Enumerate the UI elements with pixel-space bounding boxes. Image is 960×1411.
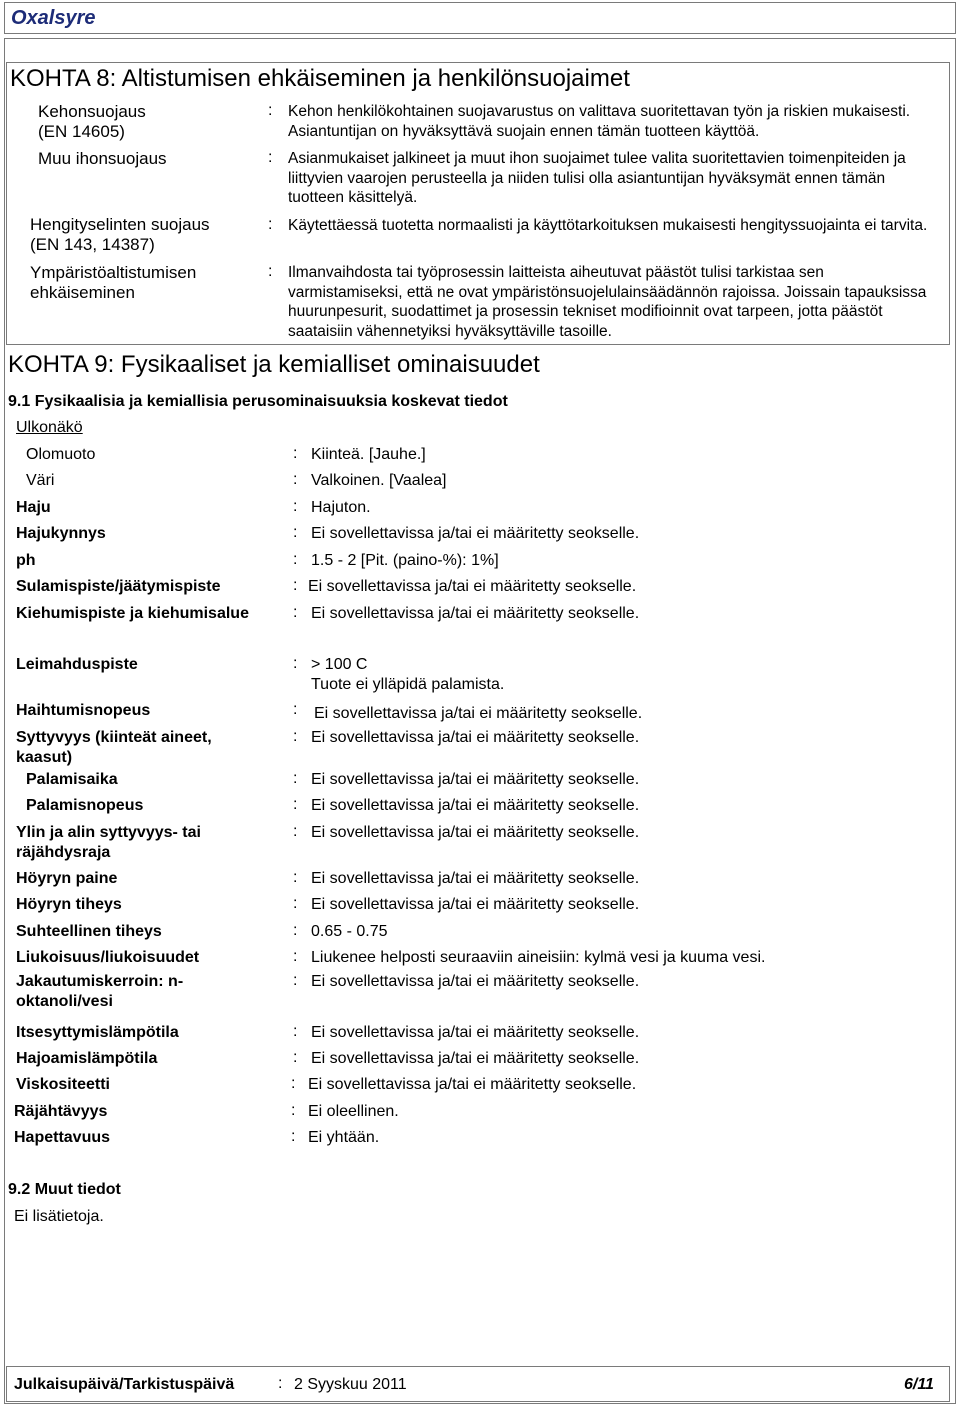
prop-label: Palamisaika: [26, 771, 118, 788]
prop-label: Höyryn tiheys: [16, 896, 122, 913]
prop-value: 0.65 - 0.75: [311, 923, 388, 940]
colon: :: [293, 524, 298, 541]
prop-value: Ei sovellettavissa ja/tai ei määritetty seokselle.: [311, 797, 640, 814]
prop-label: Olomuoto: [26, 446, 96, 463]
colon: :: [268, 263, 273, 280]
colon: :: [268, 102, 273, 119]
prop-value: Ei sovellettavissa ja/tai ei määritetty seokselle.: [311, 824, 640, 841]
label-respiratory-protection: Hengityselinten suojaus: [30, 215, 210, 234]
section-8-title: KOHTA 8: Altistumisen ehkäiseminen ja henkilönsuojaimet: [10, 65, 630, 92]
colon: :: [293, 823, 298, 840]
prop-value: Liukenee helposti seuraaviin aineisiin: kylmä vesi ja kuuma vesi.: [311, 949, 766, 966]
prop-label: Jakautumiskerroin: n-: [16, 973, 184, 990]
section-9-2-text: Ei lisätietoja.: [14, 1208, 104, 1225]
prop-value: Ei sovellettavissa ja/tai ei määritetty seokselle.: [311, 605, 640, 622]
prop-label-2: räjähdysraja: [16, 844, 111, 861]
header-bar: [4, 2, 956, 34]
prop-label: Haju: [16, 499, 51, 516]
colon: :: [268, 149, 273, 166]
text-skin-protection: Asianmukaiset jalkineet ja muut ihon suojaimet tulee valita suoritettavien toimenpiteiden ja liittyvien vaarojen perusteella ja niiden tulisi olla asiantuntijan hyväksymät ennen tämän tuotteen käsittelyä.: [288, 150, 906, 206]
prop-value-2: Tuote ei ylläpidä palamista.: [311, 676, 505, 693]
label-body-protection: Kehonsuojaus: [38, 102, 146, 121]
prop-label: Räjähtävyys: [14, 1103, 108, 1120]
prop-label: Väri: [26, 472, 55, 489]
prop-label: Hapettavuus: [14, 1129, 111, 1146]
prop-value: Ei sovellettavissa ja/tai ei määritetty seokselle.: [311, 870, 640, 887]
colon: :: [293, 701, 298, 718]
appearance-heading: Ulkonäkö: [16, 419, 83, 436]
section-9-2-title: 9.2 Muut tiedot: [8, 1181, 121, 1198]
footer-page-number: 6/11: [904, 1376, 934, 1393]
footer-date: 2 Syyskuu 2011: [294, 1376, 407, 1393]
colon: :: [293, 948, 298, 965]
section-9-1-subtitle: 9.1 Fysikaalisia ja kemiallisia perusominaisuuksia koskevat tiedot: [8, 393, 508, 410]
label-skin-protection: Muu ihonsuojaus: [38, 149, 167, 168]
colon: :: [291, 1075, 296, 1092]
colon: :: [293, 445, 298, 462]
colon: :: [293, 1049, 298, 1066]
prop-label: Suhteellinen tiheys: [16, 923, 162, 940]
prop-label-2: kaasut): [16, 749, 73, 766]
prop-label: Leimahduspiste: [16, 656, 138, 673]
prop-label: Liukoisuus/liukoisuudet: [16, 949, 200, 966]
prop-value: Ei sovellettavissa ja/tai ei määritetty seokselle.: [308, 578, 637, 595]
prop-value: Ei sovellettavissa ja/tai ei määritetty seokselle.: [314, 705, 643, 722]
prop-value: Ei oleellinen.: [308, 1103, 399, 1120]
colon: :: [293, 551, 298, 568]
prop-label: Hajoamislämpötila: [16, 1050, 158, 1067]
label-environmental-exposure-2: ehkäiseminen: [30, 283, 135, 302]
text-body-protection: Kehon henkilökohtainen suojavarustus on valittava suoritettavan työn ja riskien mukaisesti. Asiantuntijan on hyväksyttävä suojain ennen tämän tuotteen käyttöä.: [288, 103, 911, 140]
colon: :: [293, 577, 298, 594]
prop-label: Ylin ja alin syttyvyys- tai: [16, 824, 201, 841]
brand-name: Oxalsyre: [11, 7, 96, 29]
prop-value: 1.5 - 2 [Pit. (paino-%): 1%]: [311, 552, 499, 569]
colon: :: [293, 655, 298, 672]
colon: :: [293, 922, 298, 939]
prop-label: Itsesyttymislämpötila: [16, 1024, 179, 1041]
colon: :: [293, 770, 298, 787]
colon: :: [293, 796, 298, 813]
label-body-protection-std: (EN 14605): [38, 122, 125, 141]
prop-value: Hajuton.: [311, 499, 371, 516]
prop-value: Ei sovellettavissa ja/tai ei määritetty seokselle.: [311, 771, 640, 788]
prop-value: Ei sovellettavissa ja/tai ei määritetty seokselle.: [311, 896, 640, 913]
text-environmental-exposure: Ilmanvaihdosta tai työprosessin laitteista aiheutuvat päästöt tulisi tarkistaa sen varmistamiseksi, että ne ovat ympäristönsuojelulainsäädännön rajoissa. Joissain tapauksissa huurunpesurit, suodattimet ja prosessin tekniset modifioinnit ovat tarpeen, jotta päästöt saataisiin vähennetyiksi hyväksyttäville tasoille.: [288, 264, 927, 340]
prop-value: Ei yhtään.: [308, 1129, 380, 1146]
prop-label: Sulamispiste/jäätymispiste: [16, 578, 221, 595]
colon: :: [293, 869, 298, 886]
prop-value: Valkoinen. [Vaalea]: [311, 472, 447, 489]
colon: :: [293, 972, 298, 989]
label-respiratory-protection-std: (EN 143, 14387): [30, 235, 155, 254]
colon: :: [293, 728, 298, 745]
text-respiratory-protection: Käytettäessä tuotetta normaalisti ja käyttötarkoituksen mukaisesti hengityssuojainta ei tarvita.: [288, 217, 928, 234]
colon: :: [293, 604, 298, 621]
colon: :: [293, 471, 298, 488]
prop-label: ph: [16, 552, 36, 569]
colon: :: [293, 498, 298, 515]
colon: :: [291, 1102, 296, 1119]
prop-label: Hajukynnys: [16, 525, 106, 542]
prop-label: Kiehumispiste ja kiehumisalue: [16, 605, 249, 622]
prop-label: Viskositeetti: [16, 1076, 110, 1093]
colon: :: [293, 1023, 298, 1040]
prop-value: Ei sovellettavissa ja/tai ei määritetty seokselle.: [311, 1024, 640, 1041]
prop-label: Syttyvyys (kiinteät aineet,: [16, 729, 212, 746]
prop-label: Haihtumisnopeus: [16, 702, 151, 719]
prop-value: Ei sovellettavissa ja/tai ei määritetty seokselle.: [311, 729, 640, 746]
prop-value: Ei sovellettavissa ja/tai ei määritetty seokselle.: [311, 1050, 640, 1067]
prop-label-2: oktanoli/vesi: [16, 993, 113, 1010]
colon: :: [278, 1375, 283, 1392]
prop-value: Ei sovellettavissa ja/tai ei määritetty seokselle.: [311, 973, 640, 990]
footer-date-label: Julkaisupäivä/Tarkistuspäivä: [14, 1376, 235, 1393]
colon: :: [291, 1128, 296, 1145]
colon: :: [268, 216, 273, 233]
prop-value: > 100 C: [311, 656, 368, 673]
prop-value: Ei sovellettavissa ja/tai ei määritetty seokselle.: [308, 1076, 637, 1093]
label-environmental-exposure: Ympäristöaltistumisen: [30, 263, 197, 282]
prop-value: Kiinteä. [Jauhe.]: [311, 446, 426, 463]
colon: :: [293, 895, 298, 912]
prop-value: Ei sovellettavissa ja/tai ei määritetty seokselle.: [311, 525, 640, 542]
section-9-title: KOHTA 9: Fysikaaliset ja kemialliset ominaisuudet: [8, 351, 540, 378]
prop-label: Höyryn paine: [16, 870, 118, 887]
prop-label: Palamisnopeus: [26, 797, 144, 814]
